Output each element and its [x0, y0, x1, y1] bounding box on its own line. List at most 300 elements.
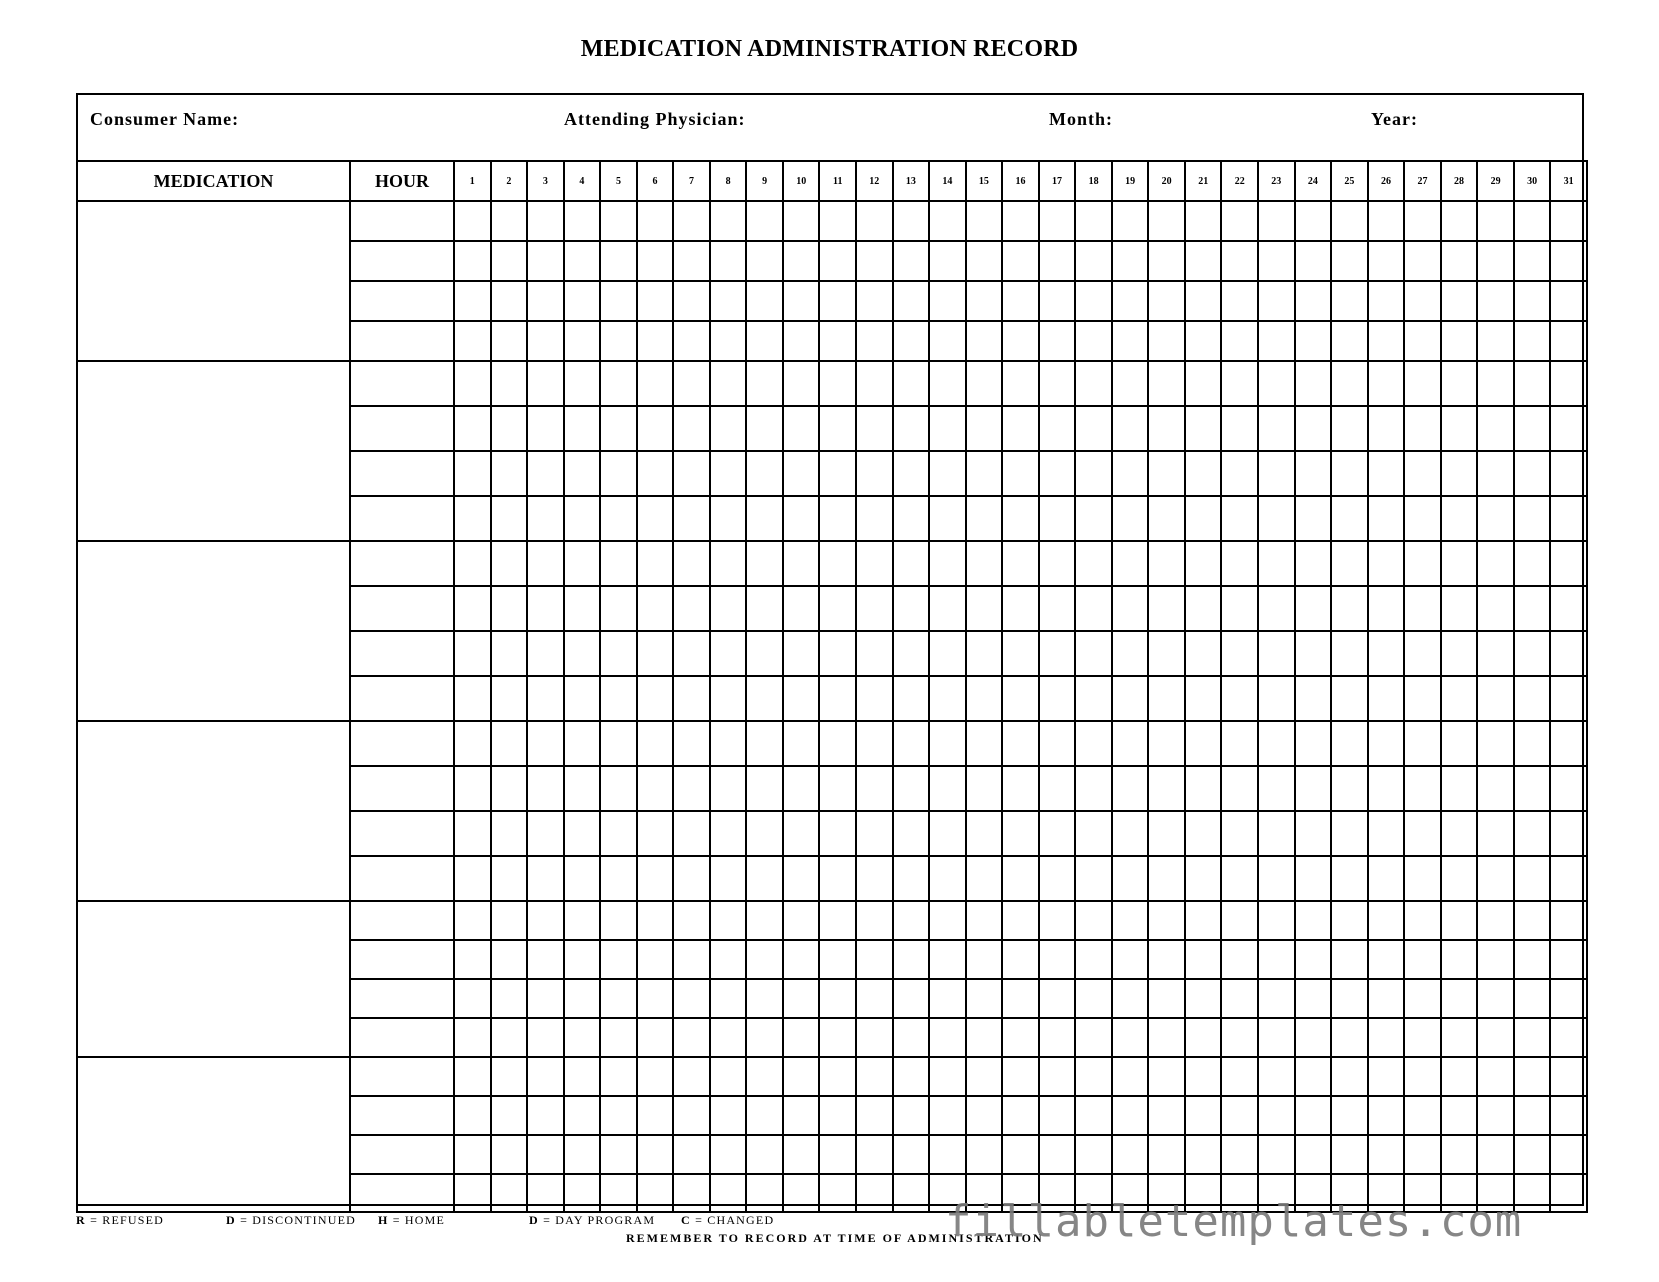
day-cell-12[interactable]	[856, 979, 893, 1018]
day-cell-4[interactable]	[564, 361, 601, 406]
day-cell-12[interactable]	[856, 901, 893, 940]
day-cell-16[interactable]	[1002, 979, 1039, 1018]
day-cell-7[interactable]	[673, 451, 710, 496]
day-cell-25[interactable]	[1331, 281, 1368, 321]
day-cell-21[interactable]	[1185, 721, 1222, 766]
day-cell-6[interactable]	[637, 1057, 674, 1096]
day-cell-6[interactable]	[637, 541, 674, 586]
hour-cell[interactable]	[350, 901, 454, 940]
day-cell-10[interactable]	[783, 321, 820, 361]
day-cell-1[interactable]	[454, 451, 491, 496]
day-cell-11[interactable]	[819, 321, 856, 361]
day-cell-13[interactable]	[893, 586, 930, 631]
day-cell-20[interactable]	[1148, 406, 1185, 451]
day-cell-30[interactable]	[1514, 541, 1551, 586]
day-cell-20[interactable]	[1148, 361, 1185, 406]
day-cell-11[interactable]	[819, 361, 856, 406]
day-cell-31[interactable]	[1550, 979, 1587, 1018]
day-cell-9[interactable]	[746, 940, 783, 979]
day-cell-3[interactable]	[527, 721, 564, 766]
day-cell-28[interactable]	[1441, 1018, 1478, 1057]
day-cell-16[interactable]	[1002, 406, 1039, 451]
day-cell-20[interactable]	[1148, 766, 1185, 811]
day-cell-24[interactable]	[1295, 586, 1332, 631]
day-cell-30[interactable]	[1514, 1057, 1551, 1096]
day-cell-4[interactable]	[564, 811, 601, 856]
day-cell-18[interactable]	[1075, 979, 1112, 1018]
day-cell-28[interactable]	[1441, 586, 1478, 631]
day-cell-25[interactable]	[1331, 241, 1368, 281]
day-cell-29[interactable]	[1477, 281, 1514, 321]
hour-cell[interactable]	[350, 766, 454, 811]
day-cell-20[interactable]	[1148, 496, 1185, 541]
day-cell-6[interactable]	[637, 361, 674, 406]
day-cell-11[interactable]	[819, 811, 856, 856]
day-cell-11[interactable]	[819, 201, 856, 241]
medication-cell-1[interactable]	[77, 201, 350, 361]
day-cell-19[interactable]	[1112, 406, 1149, 451]
day-cell-6[interactable]	[637, 676, 674, 721]
day-cell-27[interactable]	[1404, 586, 1441, 631]
day-cell-2[interactable]	[491, 940, 528, 979]
day-cell-7[interactable]	[673, 901, 710, 940]
day-cell-21[interactable]	[1185, 361, 1222, 406]
day-cell-29[interactable]	[1477, 811, 1514, 856]
day-cell-13[interactable]	[893, 541, 930, 586]
day-cell-1[interactable]	[454, 766, 491, 811]
day-cell-29[interactable]	[1477, 1135, 1514, 1174]
day-cell-27[interactable]	[1404, 721, 1441, 766]
day-cell-5[interactable]	[600, 1096, 637, 1135]
day-cell-2[interactable]	[491, 281, 528, 321]
hour-cell[interactable]	[350, 361, 454, 406]
day-cell-31[interactable]	[1550, 1096, 1587, 1135]
day-cell-29[interactable]	[1477, 721, 1514, 766]
day-cell-9[interactable]	[746, 281, 783, 321]
day-cell-12[interactable]	[856, 1096, 893, 1135]
day-cell-20[interactable]	[1148, 201, 1185, 241]
day-cell-29[interactable]	[1477, 979, 1514, 1018]
day-cell-21[interactable]	[1185, 321, 1222, 361]
day-cell-22[interactable]	[1221, 361, 1258, 406]
day-cell-15[interactable]	[966, 451, 1003, 496]
day-cell-10[interactable]	[783, 1174, 820, 1212]
day-cell-4[interactable]	[564, 676, 601, 721]
day-cell-19[interactable]	[1112, 901, 1149, 940]
day-cell-28[interactable]	[1441, 241, 1478, 281]
hour-cell[interactable]	[350, 321, 454, 361]
day-cell-15[interactable]	[966, 901, 1003, 940]
day-cell-24[interactable]	[1295, 631, 1332, 676]
day-cell-29[interactable]	[1477, 1018, 1514, 1057]
day-cell-19[interactable]	[1112, 361, 1149, 406]
day-cell-17[interactable]	[1039, 1057, 1076, 1096]
day-cell-30[interactable]	[1514, 940, 1551, 979]
day-cell-8[interactable]	[710, 406, 747, 451]
day-cell-26[interactable]	[1368, 901, 1405, 940]
day-cell-25[interactable]	[1331, 541, 1368, 586]
day-cell-21[interactable]	[1185, 940, 1222, 979]
day-cell-29[interactable]	[1477, 406, 1514, 451]
day-cell-25[interactable]	[1331, 1057, 1368, 1096]
day-cell-15[interactable]	[966, 406, 1003, 451]
day-cell-18[interactable]	[1075, 856, 1112, 901]
day-cell-13[interactable]	[893, 201, 930, 241]
day-cell-26[interactable]	[1368, 940, 1405, 979]
day-cell-23[interactable]	[1258, 201, 1295, 241]
day-cell-28[interactable]	[1441, 201, 1478, 241]
day-cell-11[interactable]	[819, 1018, 856, 1057]
day-cell-2[interactable]	[491, 766, 528, 811]
day-cell-8[interactable]	[710, 496, 747, 541]
day-cell-11[interactable]	[819, 406, 856, 451]
day-cell-16[interactable]	[1002, 1057, 1039, 1096]
day-cell-6[interactable]	[637, 856, 674, 901]
day-cell-11[interactable]	[819, 979, 856, 1018]
day-cell-12[interactable]	[856, 721, 893, 766]
day-cell-23[interactable]	[1258, 321, 1295, 361]
day-cell-29[interactable]	[1477, 676, 1514, 721]
day-cell-30[interactable]	[1514, 979, 1551, 1018]
day-cell-13[interactable]	[893, 901, 930, 940]
day-cell-31[interactable]	[1550, 901, 1587, 940]
day-cell-4[interactable]	[564, 451, 601, 496]
day-cell-4[interactable]	[564, 1174, 601, 1212]
day-cell-3[interactable]	[527, 1018, 564, 1057]
day-cell-20[interactable]	[1148, 811, 1185, 856]
day-cell-29[interactable]	[1477, 321, 1514, 361]
day-cell-7[interactable]	[673, 361, 710, 406]
day-cell-21[interactable]	[1185, 201, 1222, 241]
day-cell-31[interactable]	[1550, 940, 1587, 979]
day-cell-24[interactable]	[1295, 241, 1332, 281]
day-cell-16[interactable]	[1002, 541, 1039, 586]
day-cell-2[interactable]	[491, 406, 528, 451]
day-cell-21[interactable]	[1185, 856, 1222, 901]
day-cell-18[interactable]	[1075, 1135, 1112, 1174]
day-cell-23[interactable]	[1258, 721, 1295, 766]
day-cell-16[interactable]	[1002, 631, 1039, 676]
day-cell-4[interactable]	[564, 201, 601, 241]
day-cell-4[interactable]	[564, 940, 601, 979]
day-cell-21[interactable]	[1185, 541, 1222, 586]
day-cell-26[interactable]	[1368, 406, 1405, 451]
day-cell-17[interactable]	[1039, 541, 1076, 586]
day-cell-1[interactable]	[454, 676, 491, 721]
day-cell-16[interactable]	[1002, 1135, 1039, 1174]
day-cell-3[interactable]	[527, 631, 564, 676]
day-cell-21[interactable]	[1185, 631, 1222, 676]
day-cell-12[interactable]	[856, 676, 893, 721]
day-cell-24[interactable]	[1295, 856, 1332, 901]
day-cell-23[interactable]	[1258, 241, 1295, 281]
day-cell-15[interactable]	[966, 1018, 1003, 1057]
day-cell-28[interactable]	[1441, 321, 1478, 361]
hour-cell[interactable]	[350, 541, 454, 586]
day-cell-5[interactable]	[600, 451, 637, 496]
day-cell-10[interactable]	[783, 541, 820, 586]
day-cell-8[interactable]	[710, 1174, 747, 1212]
day-cell-7[interactable]	[673, 201, 710, 241]
day-cell-14[interactable]	[929, 1057, 966, 1096]
day-cell-16[interactable]	[1002, 586, 1039, 631]
day-cell-24[interactable]	[1295, 406, 1332, 451]
day-cell-18[interactable]	[1075, 811, 1112, 856]
day-cell-30[interactable]	[1514, 406, 1551, 451]
medication-cell-6[interactable]	[77, 1057, 350, 1212]
day-cell-22[interactable]	[1221, 241, 1258, 281]
day-cell-1[interactable]	[454, 721, 491, 766]
day-cell-3[interactable]	[527, 321, 564, 361]
day-cell-23[interactable]	[1258, 856, 1295, 901]
day-cell-16[interactable]	[1002, 241, 1039, 281]
day-cell-9[interactable]	[746, 901, 783, 940]
day-cell-2[interactable]	[491, 631, 528, 676]
hour-cell[interactable]	[350, 281, 454, 321]
day-cell-27[interactable]	[1404, 1135, 1441, 1174]
day-cell-16[interactable]	[1002, 361, 1039, 406]
day-cell-25[interactable]	[1331, 1018, 1368, 1057]
day-cell-1[interactable]	[454, 281, 491, 321]
day-cell-12[interactable]	[856, 856, 893, 901]
day-cell-5[interactable]	[600, 241, 637, 281]
day-cell-2[interactable]	[491, 856, 528, 901]
day-cell-21[interactable]	[1185, 1018, 1222, 1057]
day-cell-28[interactable]	[1441, 406, 1478, 451]
day-cell-28[interactable]	[1441, 451, 1478, 496]
day-cell-14[interactable]	[929, 361, 966, 406]
day-cell-2[interactable]	[491, 361, 528, 406]
day-cell-26[interactable]	[1368, 241, 1405, 281]
day-cell-19[interactable]	[1112, 766, 1149, 811]
day-cell-20[interactable]	[1148, 631, 1185, 676]
day-cell-13[interactable]	[893, 281, 930, 321]
day-cell-8[interactable]	[710, 451, 747, 496]
day-cell-17[interactable]	[1039, 766, 1076, 811]
day-cell-15[interactable]	[966, 281, 1003, 321]
day-cell-21[interactable]	[1185, 811, 1222, 856]
day-cell-28[interactable]	[1441, 361, 1478, 406]
day-cell-10[interactable]	[783, 1135, 820, 1174]
day-cell-16[interactable]	[1002, 940, 1039, 979]
day-cell-26[interactable]	[1368, 1096, 1405, 1135]
day-cell-12[interactable]	[856, 321, 893, 361]
day-cell-23[interactable]	[1258, 496, 1295, 541]
day-cell-29[interactable]	[1477, 201, 1514, 241]
day-cell-26[interactable]	[1368, 676, 1405, 721]
day-cell-29[interactable]	[1477, 361, 1514, 406]
day-cell-24[interactable]	[1295, 1096, 1332, 1135]
day-cell-10[interactable]	[783, 201, 820, 241]
day-cell-14[interactable]	[929, 940, 966, 979]
hour-cell[interactable]	[350, 721, 454, 766]
day-cell-23[interactable]	[1258, 406, 1295, 451]
day-cell-11[interactable]	[819, 721, 856, 766]
day-cell-18[interactable]	[1075, 676, 1112, 721]
day-cell-16[interactable]	[1002, 201, 1039, 241]
day-cell-5[interactable]	[600, 406, 637, 451]
day-cell-30[interactable]	[1514, 1018, 1551, 1057]
day-cell-26[interactable]	[1368, 451, 1405, 496]
day-cell-2[interactable]	[491, 541, 528, 586]
day-cell-24[interactable]	[1295, 1135, 1332, 1174]
day-cell-13[interactable]	[893, 496, 930, 541]
day-cell-13[interactable]	[893, 361, 930, 406]
day-cell-16[interactable]	[1002, 856, 1039, 901]
day-cell-22[interactable]	[1221, 1135, 1258, 1174]
day-cell-5[interactable]	[600, 721, 637, 766]
day-cell-28[interactable]	[1441, 1057, 1478, 1096]
day-cell-15[interactable]	[966, 940, 1003, 979]
day-cell-4[interactable]	[564, 496, 601, 541]
day-cell-27[interactable]	[1404, 811, 1441, 856]
day-cell-3[interactable]	[527, 979, 564, 1018]
day-cell-5[interactable]	[600, 631, 637, 676]
day-cell-3[interactable]	[527, 1174, 564, 1212]
hour-cell[interactable]	[350, 1018, 454, 1057]
day-cell-12[interactable]	[856, 201, 893, 241]
day-cell-31[interactable]	[1550, 1174, 1587, 1212]
day-cell-26[interactable]	[1368, 631, 1405, 676]
day-cell-24[interactable]	[1295, 766, 1332, 811]
day-cell-11[interactable]	[819, 901, 856, 940]
day-cell-5[interactable]	[600, 1174, 637, 1212]
day-cell-12[interactable]	[856, 811, 893, 856]
day-cell-14[interactable]	[929, 241, 966, 281]
day-cell-23[interactable]	[1258, 940, 1295, 979]
day-cell-19[interactable]	[1112, 201, 1149, 241]
day-cell-6[interactable]	[637, 721, 674, 766]
day-cell-27[interactable]	[1404, 361, 1441, 406]
day-cell-3[interactable]	[527, 1135, 564, 1174]
day-cell-4[interactable]	[564, 1135, 601, 1174]
day-cell-19[interactable]	[1112, 451, 1149, 496]
day-cell-3[interactable]	[527, 201, 564, 241]
day-cell-22[interactable]	[1221, 1018, 1258, 1057]
day-cell-22[interactable]	[1221, 721, 1258, 766]
day-cell-27[interactable]	[1404, 541, 1441, 586]
day-cell-2[interactable]	[491, 811, 528, 856]
day-cell-14[interactable]	[929, 586, 966, 631]
day-cell-11[interactable]	[819, 676, 856, 721]
day-cell-15[interactable]	[966, 631, 1003, 676]
day-cell-8[interactable]	[710, 811, 747, 856]
day-cell-27[interactable]	[1404, 766, 1441, 811]
day-cell-28[interactable]	[1441, 541, 1478, 586]
day-cell-27[interactable]	[1404, 1096, 1441, 1135]
day-cell-20[interactable]	[1148, 979, 1185, 1018]
day-cell-26[interactable]	[1368, 766, 1405, 811]
day-cell-29[interactable]	[1477, 451, 1514, 496]
day-cell-30[interactable]	[1514, 901, 1551, 940]
day-cell-2[interactable]	[491, 496, 528, 541]
day-cell-16[interactable]	[1002, 1096, 1039, 1135]
day-cell-9[interactable]	[746, 541, 783, 586]
day-cell-14[interactable]	[929, 321, 966, 361]
hour-cell[interactable]	[350, 676, 454, 721]
day-cell-15[interactable]	[966, 811, 1003, 856]
day-cell-26[interactable]	[1368, 721, 1405, 766]
day-cell-9[interactable]	[746, 321, 783, 361]
day-cell-23[interactable]	[1258, 766, 1295, 811]
day-cell-2[interactable]	[491, 241, 528, 281]
day-cell-27[interactable]	[1404, 406, 1441, 451]
day-cell-3[interactable]	[527, 361, 564, 406]
day-cell-29[interactable]	[1477, 541, 1514, 586]
day-cell-9[interactable]	[746, 361, 783, 406]
day-cell-24[interactable]	[1295, 281, 1332, 321]
day-cell-10[interactable]	[783, 979, 820, 1018]
day-cell-30[interactable]	[1514, 1096, 1551, 1135]
day-cell-12[interactable]	[856, 451, 893, 496]
day-cell-2[interactable]	[491, 451, 528, 496]
day-cell-19[interactable]	[1112, 321, 1149, 361]
day-cell-25[interactable]	[1331, 361, 1368, 406]
day-cell-20[interactable]	[1148, 1135, 1185, 1174]
day-cell-6[interactable]	[637, 1174, 674, 1212]
day-cell-30[interactable]	[1514, 321, 1551, 361]
day-cell-5[interactable]	[600, 586, 637, 631]
hour-cell[interactable]	[350, 856, 454, 901]
day-cell-12[interactable]	[856, 1057, 893, 1096]
day-cell-19[interactable]	[1112, 1135, 1149, 1174]
day-cell-9[interactable]	[746, 1018, 783, 1057]
day-cell-22[interactable]	[1221, 631, 1258, 676]
day-cell-30[interactable]	[1514, 201, 1551, 241]
day-cell-6[interactable]	[637, 321, 674, 361]
day-cell-4[interactable]	[564, 901, 601, 940]
day-cell-18[interactable]	[1075, 631, 1112, 676]
day-cell-15[interactable]	[966, 1057, 1003, 1096]
day-cell-23[interactable]	[1258, 1018, 1295, 1057]
day-cell-20[interactable]	[1148, 321, 1185, 361]
day-cell-28[interactable]	[1441, 721, 1478, 766]
day-cell-15[interactable]	[966, 241, 1003, 281]
day-cell-30[interactable]	[1514, 281, 1551, 321]
day-cell-7[interactable]	[673, 321, 710, 361]
day-cell-12[interactable]	[856, 241, 893, 281]
hour-cell[interactable]	[350, 201, 454, 241]
day-cell-1[interactable]	[454, 1018, 491, 1057]
day-cell-19[interactable]	[1112, 241, 1149, 281]
day-cell-24[interactable]	[1295, 901, 1332, 940]
day-cell-27[interactable]	[1404, 856, 1441, 901]
day-cell-18[interactable]	[1075, 1057, 1112, 1096]
day-cell-14[interactable]	[929, 631, 966, 676]
day-cell-7[interactable]	[673, 1135, 710, 1174]
day-cell-25[interactable]	[1331, 766, 1368, 811]
day-cell-1[interactable]	[454, 979, 491, 1018]
day-cell-6[interactable]	[637, 241, 674, 281]
day-cell-9[interactable]	[746, 451, 783, 496]
day-cell-15[interactable]	[966, 856, 1003, 901]
day-cell-17[interactable]	[1039, 811, 1076, 856]
day-cell-12[interactable]	[856, 766, 893, 811]
day-cell-10[interactable]	[783, 811, 820, 856]
day-cell-9[interactable]	[746, 201, 783, 241]
day-cell-30[interactable]	[1514, 1135, 1551, 1174]
day-cell-13[interactable]	[893, 1174, 930, 1212]
day-cell-28[interactable]	[1441, 901, 1478, 940]
day-cell-5[interactable]	[600, 541, 637, 586]
day-cell-25[interactable]	[1331, 586, 1368, 631]
day-cell-1[interactable]	[454, 1096, 491, 1135]
day-cell-27[interactable]	[1404, 1018, 1441, 1057]
day-cell-19[interactable]	[1112, 856, 1149, 901]
day-cell-14[interactable]	[929, 721, 966, 766]
day-cell-4[interactable]	[564, 406, 601, 451]
day-cell-19[interactable]	[1112, 281, 1149, 321]
